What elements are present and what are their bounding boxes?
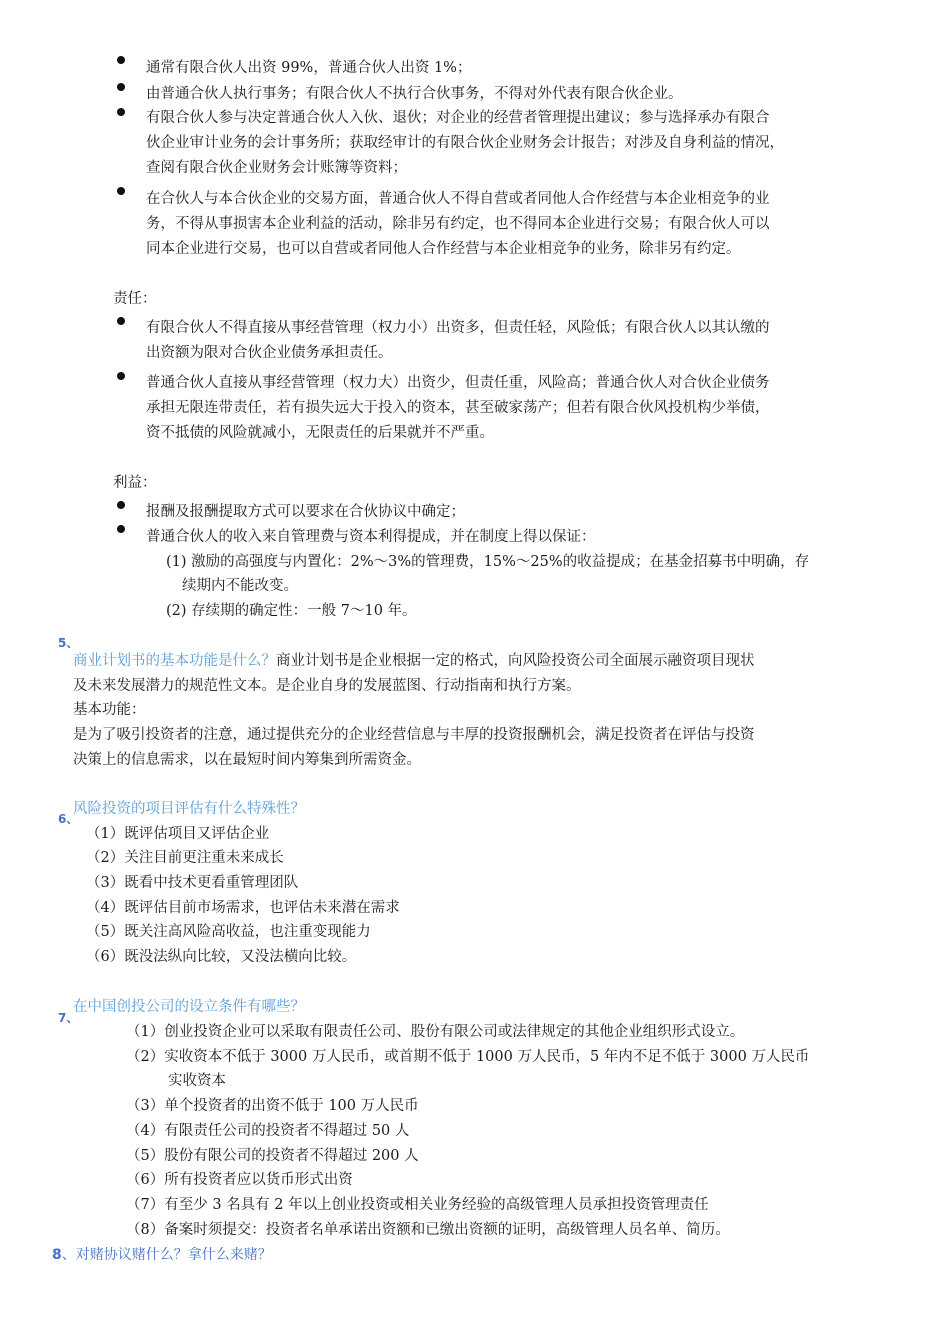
q7-item-4: （4）有限责任公司的投资者不得超过 50 人 [126, 1123, 410, 1139]
rights-item-2: 由普通合伙人执行事务；有限合伙人不执行合伙事务，不得对外代表有限合伙企业。 [146, 86, 683, 102]
benefit-heading: 利益： [113, 475, 157, 491]
liability-item-1-line-1: 有限合伙人不得直接从事经营管理（权力小）出资多，但责任轻，风险低；有限合伙人以其认缴的 [146, 320, 770, 336]
q7-item-2-line-2: 实收资本 [168, 1073, 226, 1089]
bullet-icon [117, 501, 125, 509]
q8-heading [52, 1243, 272, 1267]
q5-answer-first: 商业计划书是企业根据一定的格式，向风险投资公司全面展示融资项目现状 [276, 653, 755, 669]
q8-question: 、对赌协议赌什么？拿什么来赌？ [61, 1247, 272, 1263]
q6-item-3: （3）既看中技术更看重管理团队 [86, 875, 299, 891]
rights-item-3-line-2: 伙企业审计业务的会计事务所；获取经审计的有限合伙企业财务会计报告；对涉及自身利益的情况， [146, 135, 784, 151]
liability-item-2-line-3: 资不抵债的风险就减小，无限责任的后果就并不严重。 [146, 425, 494, 441]
q5-line-1 [73, 649, 755, 673]
q8-number: 8 [52, 1247, 62, 1263]
bullet-icon [117, 83, 125, 91]
q7-item-7: （7）有至少 3 名具有 2 年以上创业投资或相关业务经验的高级管理人员承担投资管理责任 [126, 1197, 709, 1213]
liability-item-2-line-1: 普通合伙人直接从事经营管理（权力大）出资少，但责任重，风险高；普通合伙人对合伙企业债务 [146, 375, 770, 391]
q7-item-5: （5）股份有限公司的投资者不得超过 200 人 [126, 1148, 419, 1164]
rights-item-4-line-2: 务，不得从事损害本企业利益的活动，除非另有约定，也不得同本企业进行交易；有限合伙人可以 [146, 216, 770, 232]
liability-item-2-line-2: 承担无限连带责任，若有损失远大于投入的资本，甚至破家荡产；但若有限合伙风投机构少举债， [146, 400, 770, 416]
q6-question: 风险投资的项目评估有什么特殊性？ [73, 801, 305, 817]
benefit-item-1: 报酬及报酬提取方式可以要求在合伙协议中确定； [146, 504, 465, 520]
q5-func-line-1: 是为了吸引投资者的注意，通过提供充分的企业经营信息与丰厚的投资报酬机会，满足投资者在评估与投资 [73, 727, 755, 743]
bullet-icon [117, 372, 125, 380]
q7-item-6: （6）所有投资者应以货币形式出资 [126, 1172, 353, 1188]
bullet-icon [117, 187, 125, 195]
rights-item-3-line-3: 查阅有限合伙企业财务会计账簿等资料； [146, 160, 407, 176]
q5-number: 5、 [58, 636, 79, 650]
benefit-sub-2: (2) 存续期的确定性：一般 7～10 年。 [166, 603, 417, 619]
benefit-sub-1-line-1: (1) 激励的高强度与内置化：2%～3%的管理费，15%～25%的收益提成；在基金招募书中明确，存 [166, 554, 810, 570]
q5-func-line-2: 决策上的信息需求，以在最短时间内筹集到所需资金。 [73, 752, 421, 768]
q5-answer-second: 及未来发展潜力的规范性文本。是企业自身的发展蓝图、行动指南和执行方案。 [73, 678, 581, 694]
q6-item-2: （2）关注目前更注重未来成长 [86, 850, 284, 866]
q7-question: 在中国创投公司的设立条件有哪些？ [73, 999, 305, 1015]
bullet-icon [117, 108, 125, 116]
rights-item-3-line-1: 有限合伙人参与决定普通合伙人入伙、退伙；对企业的经营者管理提出建议；参与选择承办有限合 [146, 110, 770, 126]
q7-item-3: （3）单个投资者的出资不低于 100 万人民币 [126, 1098, 419, 1114]
bullet-icon [117, 317, 125, 325]
rights-item-4-line-1: 在合伙人与本合伙企业的交易方面，普通合伙人不得自营或者同他人合作经营与本企业相竞争的业 [146, 191, 770, 207]
rights-item-4-line-3: 同本企业进行交易，也可以自营或者同他人合作经营与本企业相竞争的业务，除非另有约定。 [146, 241, 741, 257]
q7-number: 7、 [58, 1011, 79, 1025]
bullet-icon [117, 56, 125, 64]
bullet-icon [117, 525, 125, 533]
benefit-sub-1-line-2: 续期内不能改变。 [182, 578, 298, 594]
q7-item-8: （8）备案时须提交：投资者名单承诺出资额和已缴出资额的证明，高级管理人员名单、简历。 [126, 1222, 730, 1238]
q6-number: 6、 [58, 812, 79, 826]
q7-item-1: （1）创业投资企业可以采取有限责任公司、股份有限公司或法律规定的其他企业组织形式设立。 [126, 1024, 745, 1040]
q6-item-6: （6）既没法纵向比较，又没法横向比较。 [86, 949, 357, 965]
q6-item-4: （4）既评估目前市场需求，也评估未来潜在需求 [86, 900, 400, 916]
q5-func-heading: 基本功能： [73, 702, 146, 718]
liability-heading: 责任： [113, 291, 157, 307]
q5-question: 商业计划书的基本功能是什么？ [73, 653, 276, 669]
rights-item-1: 通常有限合伙人出资 99%，普通合伙人出资 1%； [146, 60, 472, 76]
liability-item-1-line-2: 出资额为限对合伙企业债务承担责任。 [146, 345, 393, 361]
q7-item-2-line-1: （2）实收资本不低于 3000 万人民币，或首期不低于 1000 万人民币，5 年内不足不低于 3000 万人民币 [126, 1049, 810, 1065]
q6-item-5: （5）既关注高风险高收益，也注重变现能力 [86, 924, 371, 940]
benefit-item-2: 普通合伙人的收入来自管理费与资本利得提成，并在制度上得以保证： [146, 529, 596, 545]
q6-item-1: （1）既评估项目又评估企业 [86, 826, 270, 842]
